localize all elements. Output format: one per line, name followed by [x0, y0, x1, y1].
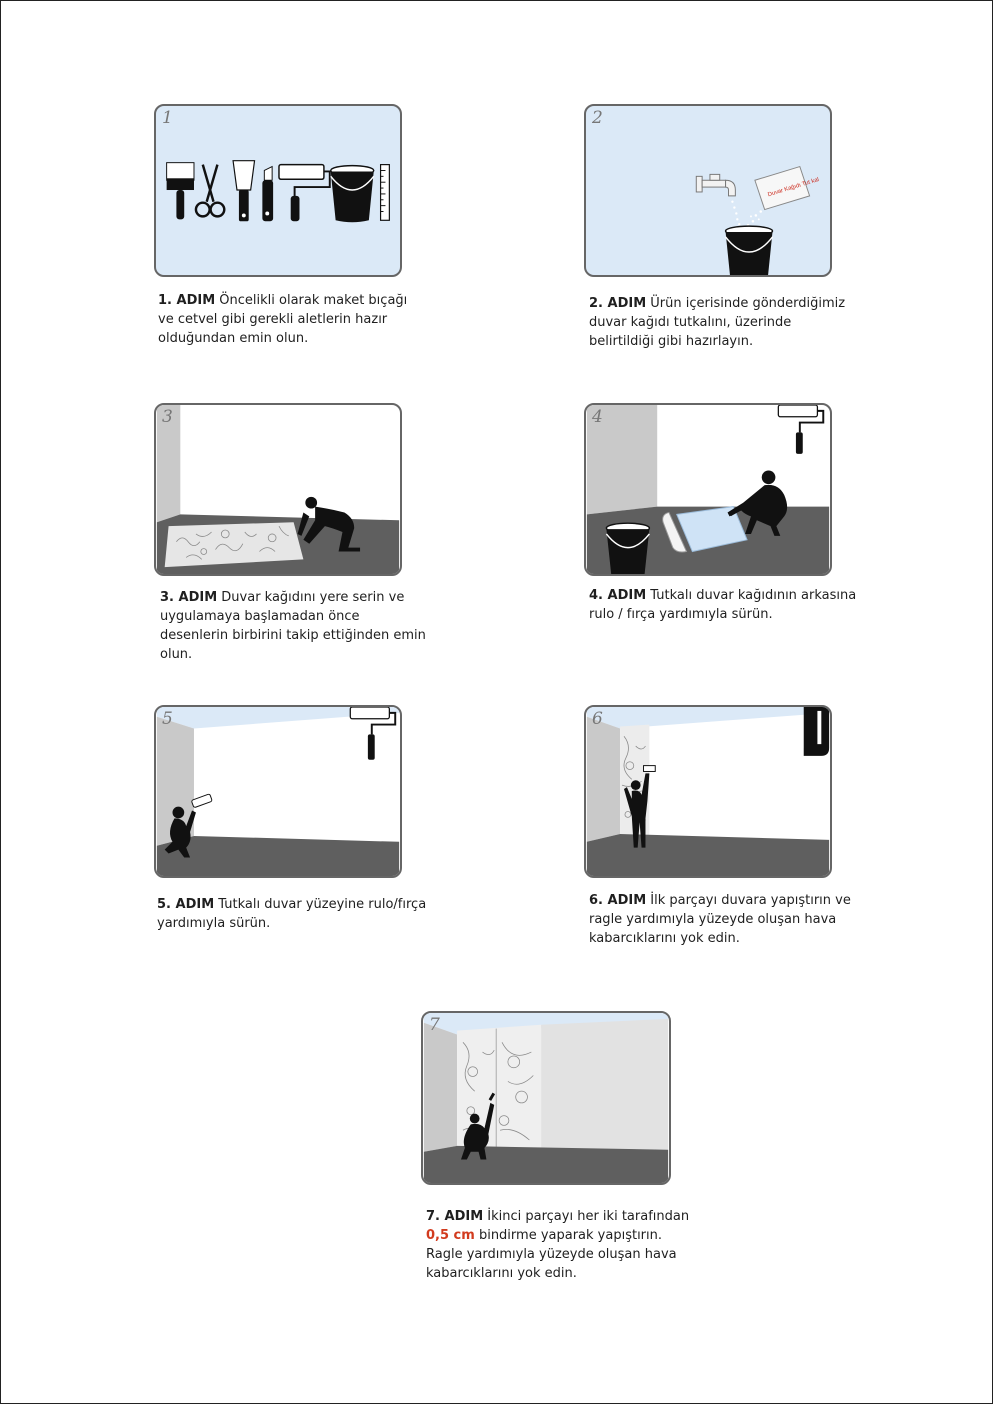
step-7-text-after: bindirme yaparak yapıştırın. Ragle yardımıyla yüzeyde oluşan hava kabarcıklarını yok edin. [426, 1228, 677, 1281]
step-4-caption [589, 586, 859, 624]
step-5-number: 5 [162, 709, 173, 729]
step-2-number: 2 [592, 108, 603, 128]
putty-knife-icon [233, 161, 254, 222]
step-7-number: 7 [429, 1015, 440, 1035]
paint-roller-icon [350, 707, 395, 760]
step-2-label: 2. ADIM [589, 296, 647, 311]
step-3-caption [160, 588, 430, 664]
floor [587, 834, 829, 876]
bucket-icon [726, 226, 773, 275]
step-1-number: 1 [162, 108, 173, 128]
step-6-text: İlk parçayı duvara yapıştırın ve ragle yardımıyla yüzeyde oluşan hava kabarcıklarını yok edin. [589, 893, 851, 946]
step-5-label: 5. ADIM [157, 897, 215, 912]
step-1-illustration [154, 104, 402, 277]
step-6-caption [589, 891, 859, 948]
floor [157, 836, 399, 876]
scissors-icon [196, 165, 224, 217]
left-wall [424, 1023, 457, 1152]
step-3-label: 3. ADIM [160, 590, 218, 605]
bare-wall [541, 1019, 668, 1150]
step-5-caption [157, 895, 437, 933]
ruler-icon [381, 165, 390, 221]
bucket-icon [331, 166, 374, 223]
step-5-illustration [154, 705, 402, 878]
step-5-text: Tutkalı duvar yüzeyine rulo/fırça yardımıyla sürün. [157, 897, 427, 931]
step-7-highlight: 0,5 cm [426, 1228, 475, 1243]
faucet-icon [696, 174, 735, 195]
step-1-text: Öncelikli olarak maket bıçağı ve cetvel gibi gerekli aletlerin hazır olduğundan emin olun. [158, 293, 408, 346]
step-6-label: 6. ADIM [589, 893, 647, 908]
glue-package-icon [755, 167, 820, 210]
step-1-caption [158, 291, 408, 348]
step-4-number: 4 [592, 407, 603, 427]
step-7-text-before: İkinci parçayı her iki tarafından [487, 1209, 690, 1224]
wallpaper-on-floor [165, 522, 304, 567]
glue-powder [747, 210, 762, 226]
ceiling [587, 707, 829, 728]
left-wall [587, 717, 620, 842]
step-7-label: 7. ADIM [426, 1209, 484, 1224]
step-6-number: 6 [592, 709, 603, 729]
step-1-label: 1. ADIM [158, 293, 216, 308]
water-stream [731, 201, 740, 226]
paint-brush-icon [167, 163, 194, 220]
step-2-text: Ürün içerisinde gönderdiğimiz duvar kağıdı tutkalını, üzerinde belirtildiği gibi hazırlayın. [589, 296, 846, 349]
step-7-illustration [421, 1011, 671, 1185]
utility-knife-icon [262, 167, 273, 222]
step-2-caption [589, 294, 857, 351]
paint-roller-icon [279, 165, 330, 222]
paint-roller-icon [778, 405, 823, 454]
package-label: Duvar Kağıdı Tut kal [767, 177, 820, 199]
step-3-number: 3 [162, 407, 173, 427]
floor [424, 1146, 668, 1183]
wallpaper-smoother-icon [804, 707, 829, 756]
step-4-label: 4. ADIM [589, 588, 647, 603]
step-6-illustration [584, 705, 832, 878]
step-3-text: Duvar kağıdını yere serin ve uygulamaya başlamadan önce desenlerin birbirini takip ettiğinden emin olun. [160, 590, 426, 662]
step-4-text: Tutkalı duvar kağıdının arkasına rulo / fırça yardımıyla sürün. [589, 588, 857, 622]
step-2-illustration [584, 104, 832, 277]
step-3-illustration [154, 403, 402, 576]
bucket-icon [606, 523, 649, 574]
step-4-illustration [584, 403, 832, 576]
step-7-caption [426, 1207, 696, 1283]
